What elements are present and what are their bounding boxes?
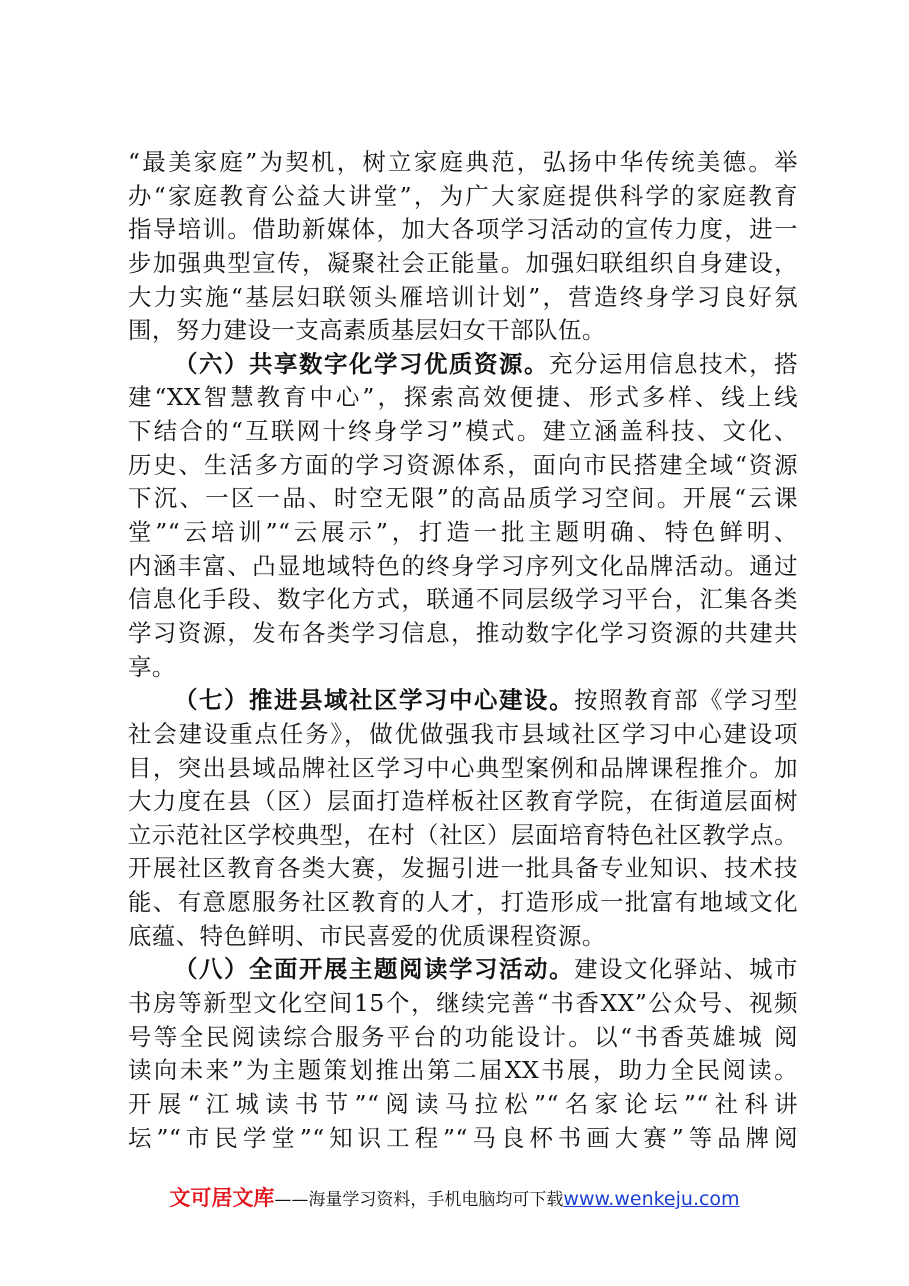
body-text-line: [128, 920, 798, 954]
line-text: “最美家庭”为契机，树立家庭典范，弘扬中华传统美德。举: [128, 148, 798, 176]
document-body: [128, 146, 798, 1155]
line-text: 充分运用信息技术，搭: [549, 349, 799, 378]
line-text: 内涵丰富、凸显地域特色的终身学习序列文化品牌活动。通过: [128, 551, 798, 580]
body-text-line: [128, 886, 798, 920]
line-text: 大力实施“基层妇联领头雁培训计划”，营造终身学习良好氛: [128, 282, 798, 311]
body-text-line: [128, 852, 798, 886]
section-heading-line: [128, 348, 798, 382]
line-text: 堂”“云培训”“云展示”，打造一批主题明确、特色鲜明、: [128, 518, 798, 547]
section-heading: （六）共享数字化学习优质资源。: [174, 349, 550, 378]
line-text: 历史、生活多方面的学习资源体系，面向市民搭建全域“资源: [128, 450, 798, 479]
body-text-line: [128, 180, 798, 214]
line-text: 大力度在县（区）层面打造样板社区教育学院，在街道层面树: [128, 787, 798, 816]
body-text-line: [128, 381, 798, 415]
body-text-line: [128, 785, 798, 819]
footer-brand: 文可居文库: [169, 1186, 275, 1210]
line-text: 围，努力建设一支高素质基层妇女干部队伍。: [128, 316, 606, 345]
section-heading-line: [128, 684, 798, 718]
line-text: 下沉、一区一品、时空无限”的高品质学习空间。开展“云课: [128, 484, 798, 513]
body-text-line: [128, 247, 798, 281]
line-text: 立示范社区学校典型，在村（社区）层面培育特色社区教学点。: [128, 820, 798, 849]
body-text-line: [128, 281, 798, 315]
body-text-line: [128, 482, 798, 516]
body-text-line: [128, 583, 798, 617]
line-text: 享。: [128, 652, 176, 681]
body-text-line: [128, 617, 798, 651]
line-text: 信息化手段、数字化方式，联通不同层级学习平台，汇集各类: [128, 585, 798, 614]
footer-banner: [0, 1182, 909, 1212]
body-text-line: [128, 550, 798, 584]
body-text-line: [128, 213, 798, 247]
body-text-line: [128, 449, 798, 483]
line-text: 社会建设重点任务》，做优做强我市县域社区学习中心建设项: [128, 719, 798, 748]
line-text: 办“家庭教育公益大讲堂”，为广大家庭提供科学的家庭教育: [128, 181, 798, 210]
footer-url-link[interactable]: www.wenkeju.com: [563, 1188, 740, 1210]
body-text-line: [128, 1021, 798, 1055]
body-text-line: [128, 415, 798, 449]
line-text: 坛”“市民学堂”“知识工程”“马良杯书画大赛”等品牌阅: [128, 1123, 798, 1152]
footer-tagline: ——海量学习资料，手机电脑均可下载: [274, 1190, 564, 1210]
line-text: 读向未来”为主题策划推出第二届XX书展，助力全民阅读。: [128, 1056, 798, 1085]
body-text-line: [128, 819, 798, 853]
body-text-line: [128, 146, 798, 180]
line-text: 目，突出县域品牌社区学习中心典型案例和品牌课程推介。加: [128, 753, 798, 782]
body-text-line: [128, 651, 798, 685]
line-text: 建设文化驿站、城市: [574, 955, 799, 984]
line-text: 底蕴、特色鲜明、市民喜爱的优质课程资源。: [128, 921, 606, 950]
body-text-line: [128, 752, 798, 786]
body-text-line: [128, 1122, 798, 1156]
line-text: 下结合的“互联网十终身学习”模式。建立涵盖科技、文化、: [128, 417, 798, 446]
line-text: 书房等新型文化空间15个，继续完善“书香XX”公众号、视频: [128, 989, 798, 1018]
section-heading-line: [128, 953, 798, 987]
section-heading: （七）推进县域社区学习中心建设。: [174, 686, 575, 715]
line-text: 步加强典型宣传，凝聚社会正能量。加强妇联组织自身建设，: [128, 248, 798, 277]
body-text-line: [128, 1088, 798, 1122]
line-text: 按照教育部《学习型: [574, 686, 799, 715]
section-heading: （八）全面开展主题阅读学习活动。: [174, 955, 575, 984]
line-text: 能、有意愿服务社区教育的人才，打造形成一批富有地域文化: [128, 888, 798, 917]
line-text: 号等全民阅读综合服务平台的功能设计。以“书香英雄城 阅: [128, 1022, 798, 1051]
body-text-line: [128, 718, 798, 752]
line-text: 学习资源，发布各类学习信息，推动数字化学习资源的共建共: [128, 618, 798, 647]
line-text: 开展“江城读书节”“阅读马拉松”“名家论坛”“社科讲: [128, 1089, 798, 1118]
line-text: 指导培训。借助新媒体，加大各项学习活动的宣传力度，进一: [128, 215, 798, 244]
body-text-line: [128, 1054, 798, 1088]
body-text-line: [128, 314, 798, 348]
body-text-line: [128, 987, 798, 1021]
body-text-line: [128, 516, 798, 550]
line-text: 建“XX智慧教育中心”，探索高效便捷、形式多样、线上线: [128, 383, 798, 412]
line-text: 开展社区教育各类大赛，发掘引进一批具备专业知识、技术技: [128, 854, 798, 883]
